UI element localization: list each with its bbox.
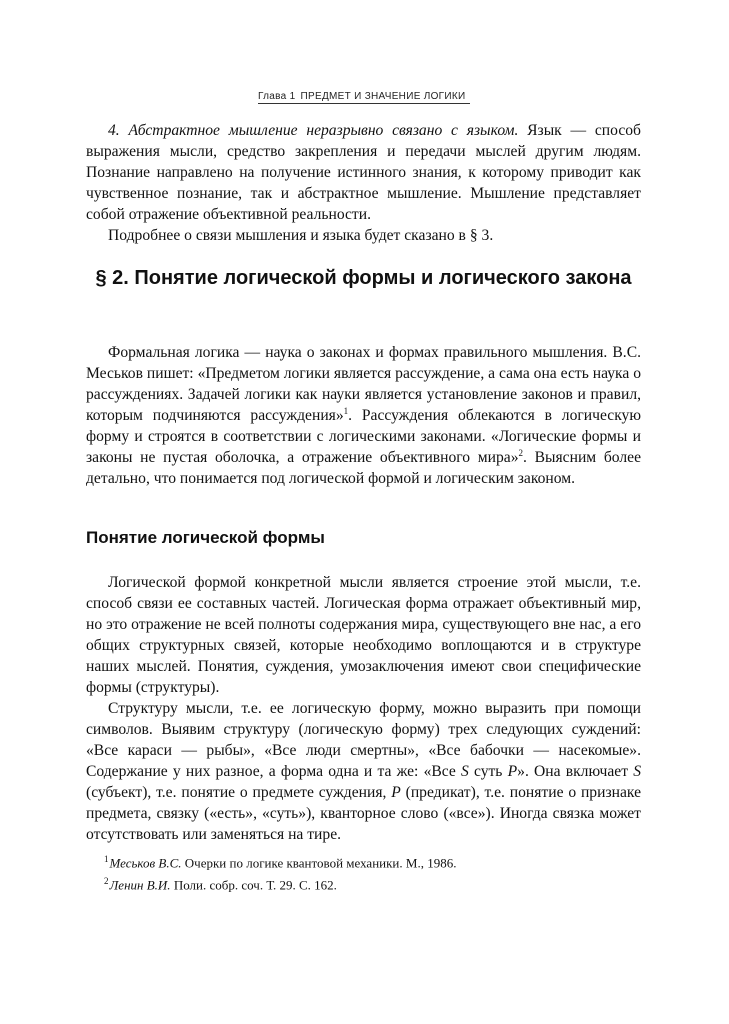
subsection-paragraph-2-part-e: (предикат), т.е. понятие о признаке предмета, связку («есть», «суть»), кванторное слово («все»). Иногда связка может отсутствовать или заменяться на тире. [86, 784, 641, 843]
footnote-1-mark: 1 [104, 854, 109, 864]
subsection-paragraph-2-part-b: суть [468, 763, 508, 780]
subsection-paragraph-2-part-c: ». Она включает [517, 763, 634, 780]
intro-italic-lead: 4. Абстрактное мышление неразрывно связано с языком. [108, 122, 519, 139]
intro-paragraph-2: Подробнее о связи мышления и языка будет сказано в § 3. [108, 227, 494, 244]
subsection-paragraph-1: Логической формой конкретной мысли является строение этой мысли, т.е. способ связи ее составных частей. Логическая форма отражает объективный мир, но это отражение не всей полноты содержания мира, существующего вне нас, а его общих структурных связей, которые необходимо воплощаются и в структуре наших мыслей. Понятия, суждения, умозаключения имеют свои специфические формы (структуры). [86, 574, 641, 696]
symbol-p-predicate: P [391, 784, 401, 801]
footnote-ref-2: 2 [518, 447, 524, 458]
section-paragraph-1 [86, 342, 641, 489]
symbol-s: S [461, 763, 469, 780]
section-paragraph-1-part-c: . Выясним более детально, что понимается под логической формой и логическим законом. [86, 449, 642, 487]
footnote-2-mark: 2 [104, 876, 109, 887]
running-head-title: ПРЕДМЕТ И ЗНАЧЕНИЕ ЛОГИКИ [300, 91, 466, 102]
subsection-paragraph-2-part-d: (субъект), т.е. понятие о предмете суждения, [86, 784, 392, 801]
subsection-paragraph-2 [86, 698, 641, 845]
running-head-chapter: Глава 1 [258, 91, 296, 102]
footnote-1-text: Очерки по логике квантовой механики. М., 1986. [181, 855, 457, 871]
intro-paragraph-1-body: Язык — способ выражения мысли, средство закрепления и передачи мыслей другим людям. Познание направлено на получение истинного знания, к которому приводит как чувственное познание, так и абстрактное мышление. Мышление представляет собой отражение объективной реальности. [86, 122, 641, 223]
footnote-1 [104, 850, 624, 872]
section-paragraph-1-part-b: . Рассуждения облекаются в логическую форму и строятся в соответствии с логическими законами. «Логические формы и законы не пустая оболочка, а отражение объективного мира» [86, 407, 641, 466]
footnote-2 [104, 872, 624, 894]
section-title: § 2. Понятие логической формы и логического закона [95, 267, 632, 289]
footnotes [104, 850, 624, 895]
symbol-p: P [507, 763, 518, 780]
subsection-body [86, 572, 641, 845]
footnote-1-author: Меськов В.С. [109, 855, 182, 871]
intro-text [86, 120, 641, 246]
symbol-s-subject: S [633, 763, 641, 780]
intro-paragraph-1 [86, 120, 641, 225]
section-body [86, 342, 641, 489]
footnote-2-text: Поли. собр. соч. Т. 29. С. 162. [170, 877, 337, 893]
subsection-title: Понятие логической формы [86, 528, 325, 547]
subsection-paragraph-2-part-a: Структуру мысли, т.е. ее логическую форму, можно выразить при помощи символов. Выявим структуру (логическую форму) трех следующих суждений: «Все караси — рыбы», «Все люди смертны», «Все бабочки — насекомые». Содержание у них разное, а форма одна и та же: «Все [86, 700, 641, 780]
section-paragraph-1-part-a: Формальная логика — наука о законах и формах правильного мышления. В.С. Меськов пишет: «Предметом логики является рассуждение, а сама она есть наука о рассуждениях. Задачей логики как науки является установление законов и правил, которым подчиняются рассуждения» [86, 344, 641, 424]
running-head [258, 91, 470, 104]
footnote-2-author: Ленин В.И. [109, 877, 171, 893]
footnote-ref-1: 1 [343, 405, 349, 416]
